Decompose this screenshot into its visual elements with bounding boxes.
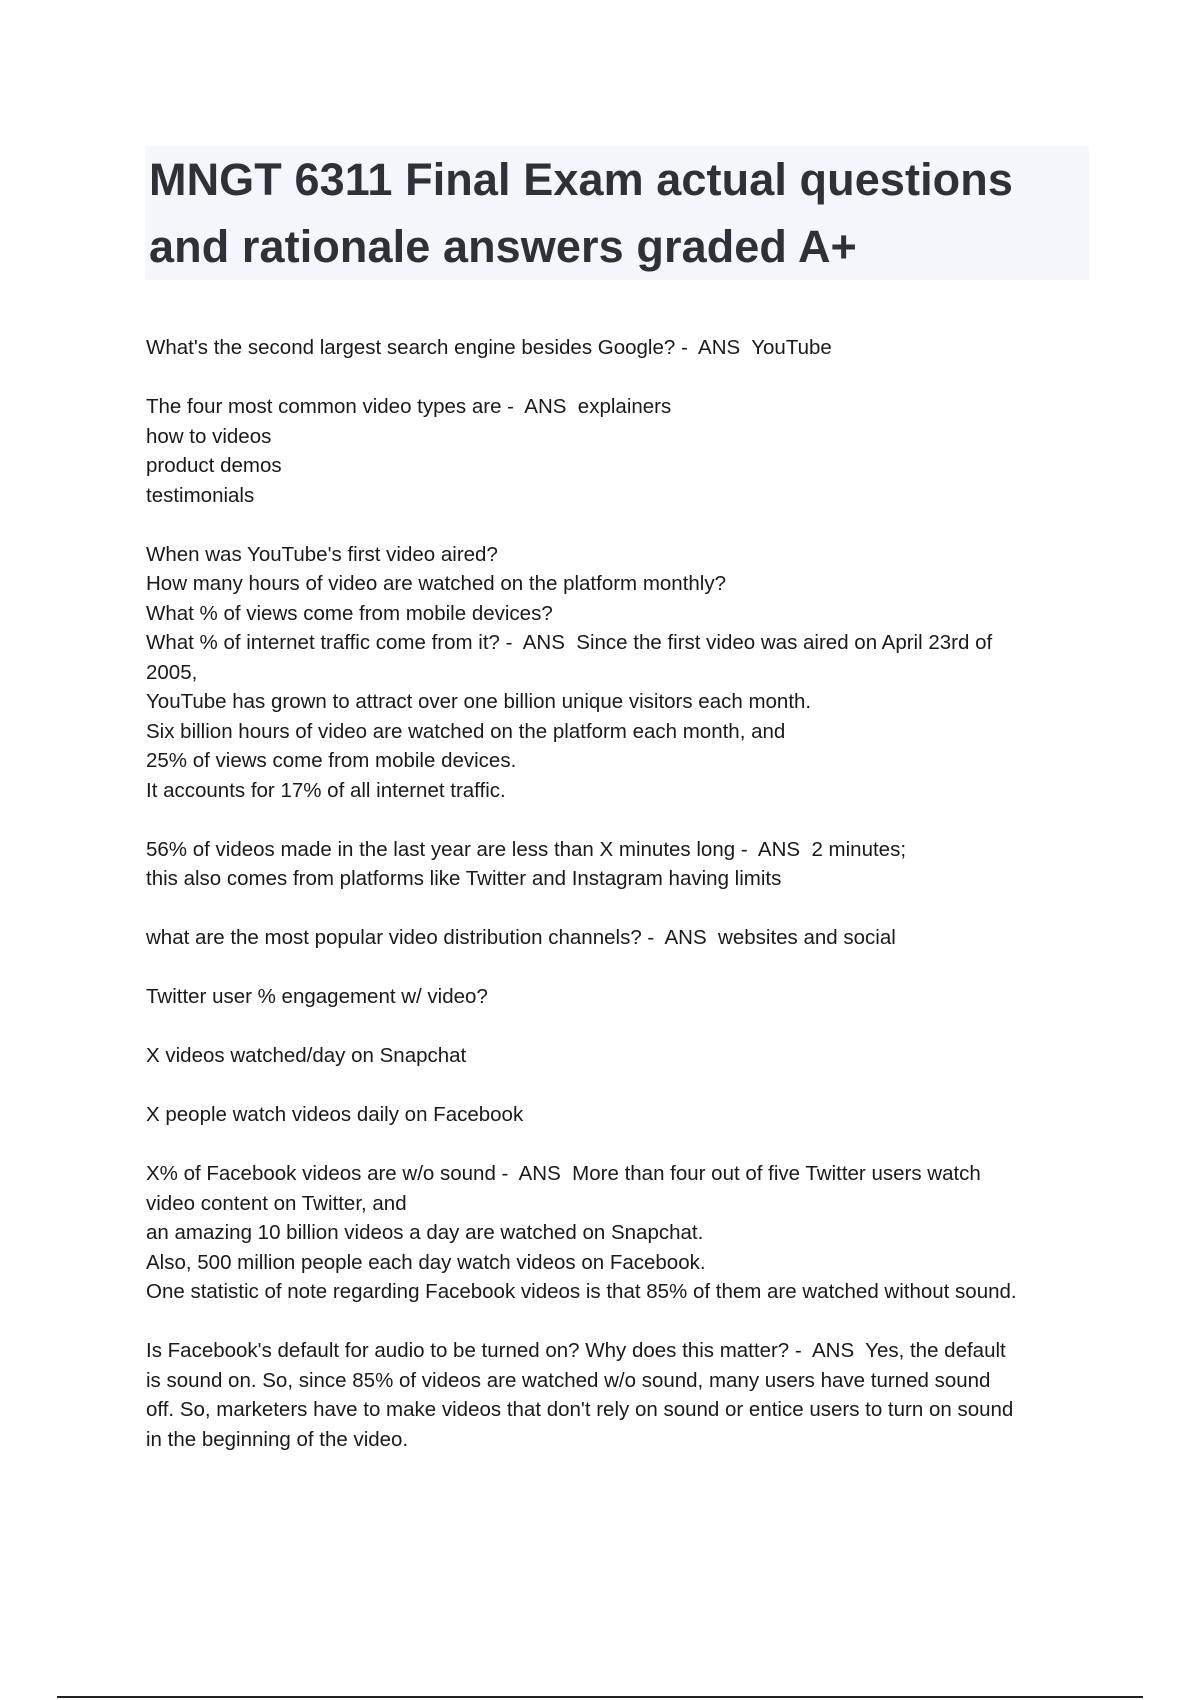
- qa-item: [146, 1100, 1096, 1130]
- qa-line: video content on Twitter, and: [146, 1191, 407, 1215]
- qa-line: is sound on. So, since 85% of videos are watched w/o sound, many users have turned sound: [146, 1368, 991, 1392]
- qa-line: YouTube has grown to attract over one billion unique visitors each month.: [146, 690, 812, 713]
- qa-item: [146, 540, 1096, 806]
- qa-line: What's the second largest search engine besides Google? - ANS YouTube: [146, 336, 832, 359]
- qa-line: product demos: [146, 454, 282, 477]
- footer-divider: [57, 1696, 1143, 1698]
- qa-line: X videos watched/day on Snapchat: [146, 1044, 467, 1067]
- qa-item: [146, 923, 1096, 953]
- qa-line: Also, 500 million people each day watch videos on Facebook.: [146, 1250, 706, 1274]
- qa-line: One statistic of note regarding Facebook videos is that 85% of them are watched without sound.: [146, 1280, 1017, 1303]
- qa-line: 2005,: [146, 660, 198, 684]
- qa-item: [146, 1041, 1096, 1071]
- qa-item: [146, 1336, 1096, 1454]
- qa-item: [146, 1159, 1096, 1307]
- qa-line: what are the most popular video distribution channels? - ANS websites and social: [146, 926, 896, 949]
- qa-line: 56% of videos made in the last year are less than X minutes long - ANS 2 minutes;: [146, 837, 907, 861]
- qa-line: It accounts for 17% of all internet traffic.: [146, 778, 506, 802]
- qa-item: [146, 392, 1096, 510]
- qa-line: off. So, marketers have to make videos that don't rely on sound or entice users to turn on sound: [146, 1398, 1014, 1421]
- qa-line: How many hours of video are watched on the platform monthly?: [146, 572, 726, 595]
- qa-line: The four most common video types are - ANS explainers: [146, 395, 672, 418]
- qa-item: [146, 835, 1096, 894]
- qa-item: [146, 982, 1096, 1012]
- qa-line: Is Facebook's default for audio to be turned on? Why does this matter? - ANS Yes, the default: [146, 1339, 1006, 1362]
- qa-line: When was YouTube's first video aired?: [146, 542, 498, 566]
- title-line-2: and rationale answers graded A+: [149, 221, 857, 272]
- qa-line: testimonials: [146, 483, 255, 507]
- qa-line: X% of Facebook videos are w/o sound - ANS More than four out of five Twitter users watch: [146, 1162, 981, 1185]
- qa-line: Twitter user % engagement w/ video?: [146, 985, 488, 1008]
- title-block: [145, 146, 1089, 280]
- qa-line: Six billion hours of video are watched on the platform each month, and: [146, 719, 786, 743]
- qa-line: What % of views come from mobile devices?: [146, 601, 553, 625]
- qa-line: What % of internet traffic come from it? - ANS Since the first video was aired on April 23rd of: [146, 631, 993, 654]
- qa-line: X people watch videos daily on Facebook: [146, 1103, 524, 1126]
- qa-line: in the beginning of the video.: [146, 1427, 409, 1451]
- title-line-1: MNGT 6311 Final Exam actual questions: [149, 154, 1013, 205]
- qa-line: 25% of views come from mobile devices.: [146, 749, 517, 772]
- qa-line: this also comes from platforms like Twitter and Instagram having limits: [146, 867, 782, 890]
- qa-list: [146, 333, 1096, 1484]
- qa-line: an amazing 10 billion videos a day are watched on Snapchat.: [146, 1221, 704, 1244]
- document-title: [149, 146, 1085, 280]
- qa-line: how to videos: [146, 424, 272, 448]
- qa-item: [146, 333, 1096, 363]
